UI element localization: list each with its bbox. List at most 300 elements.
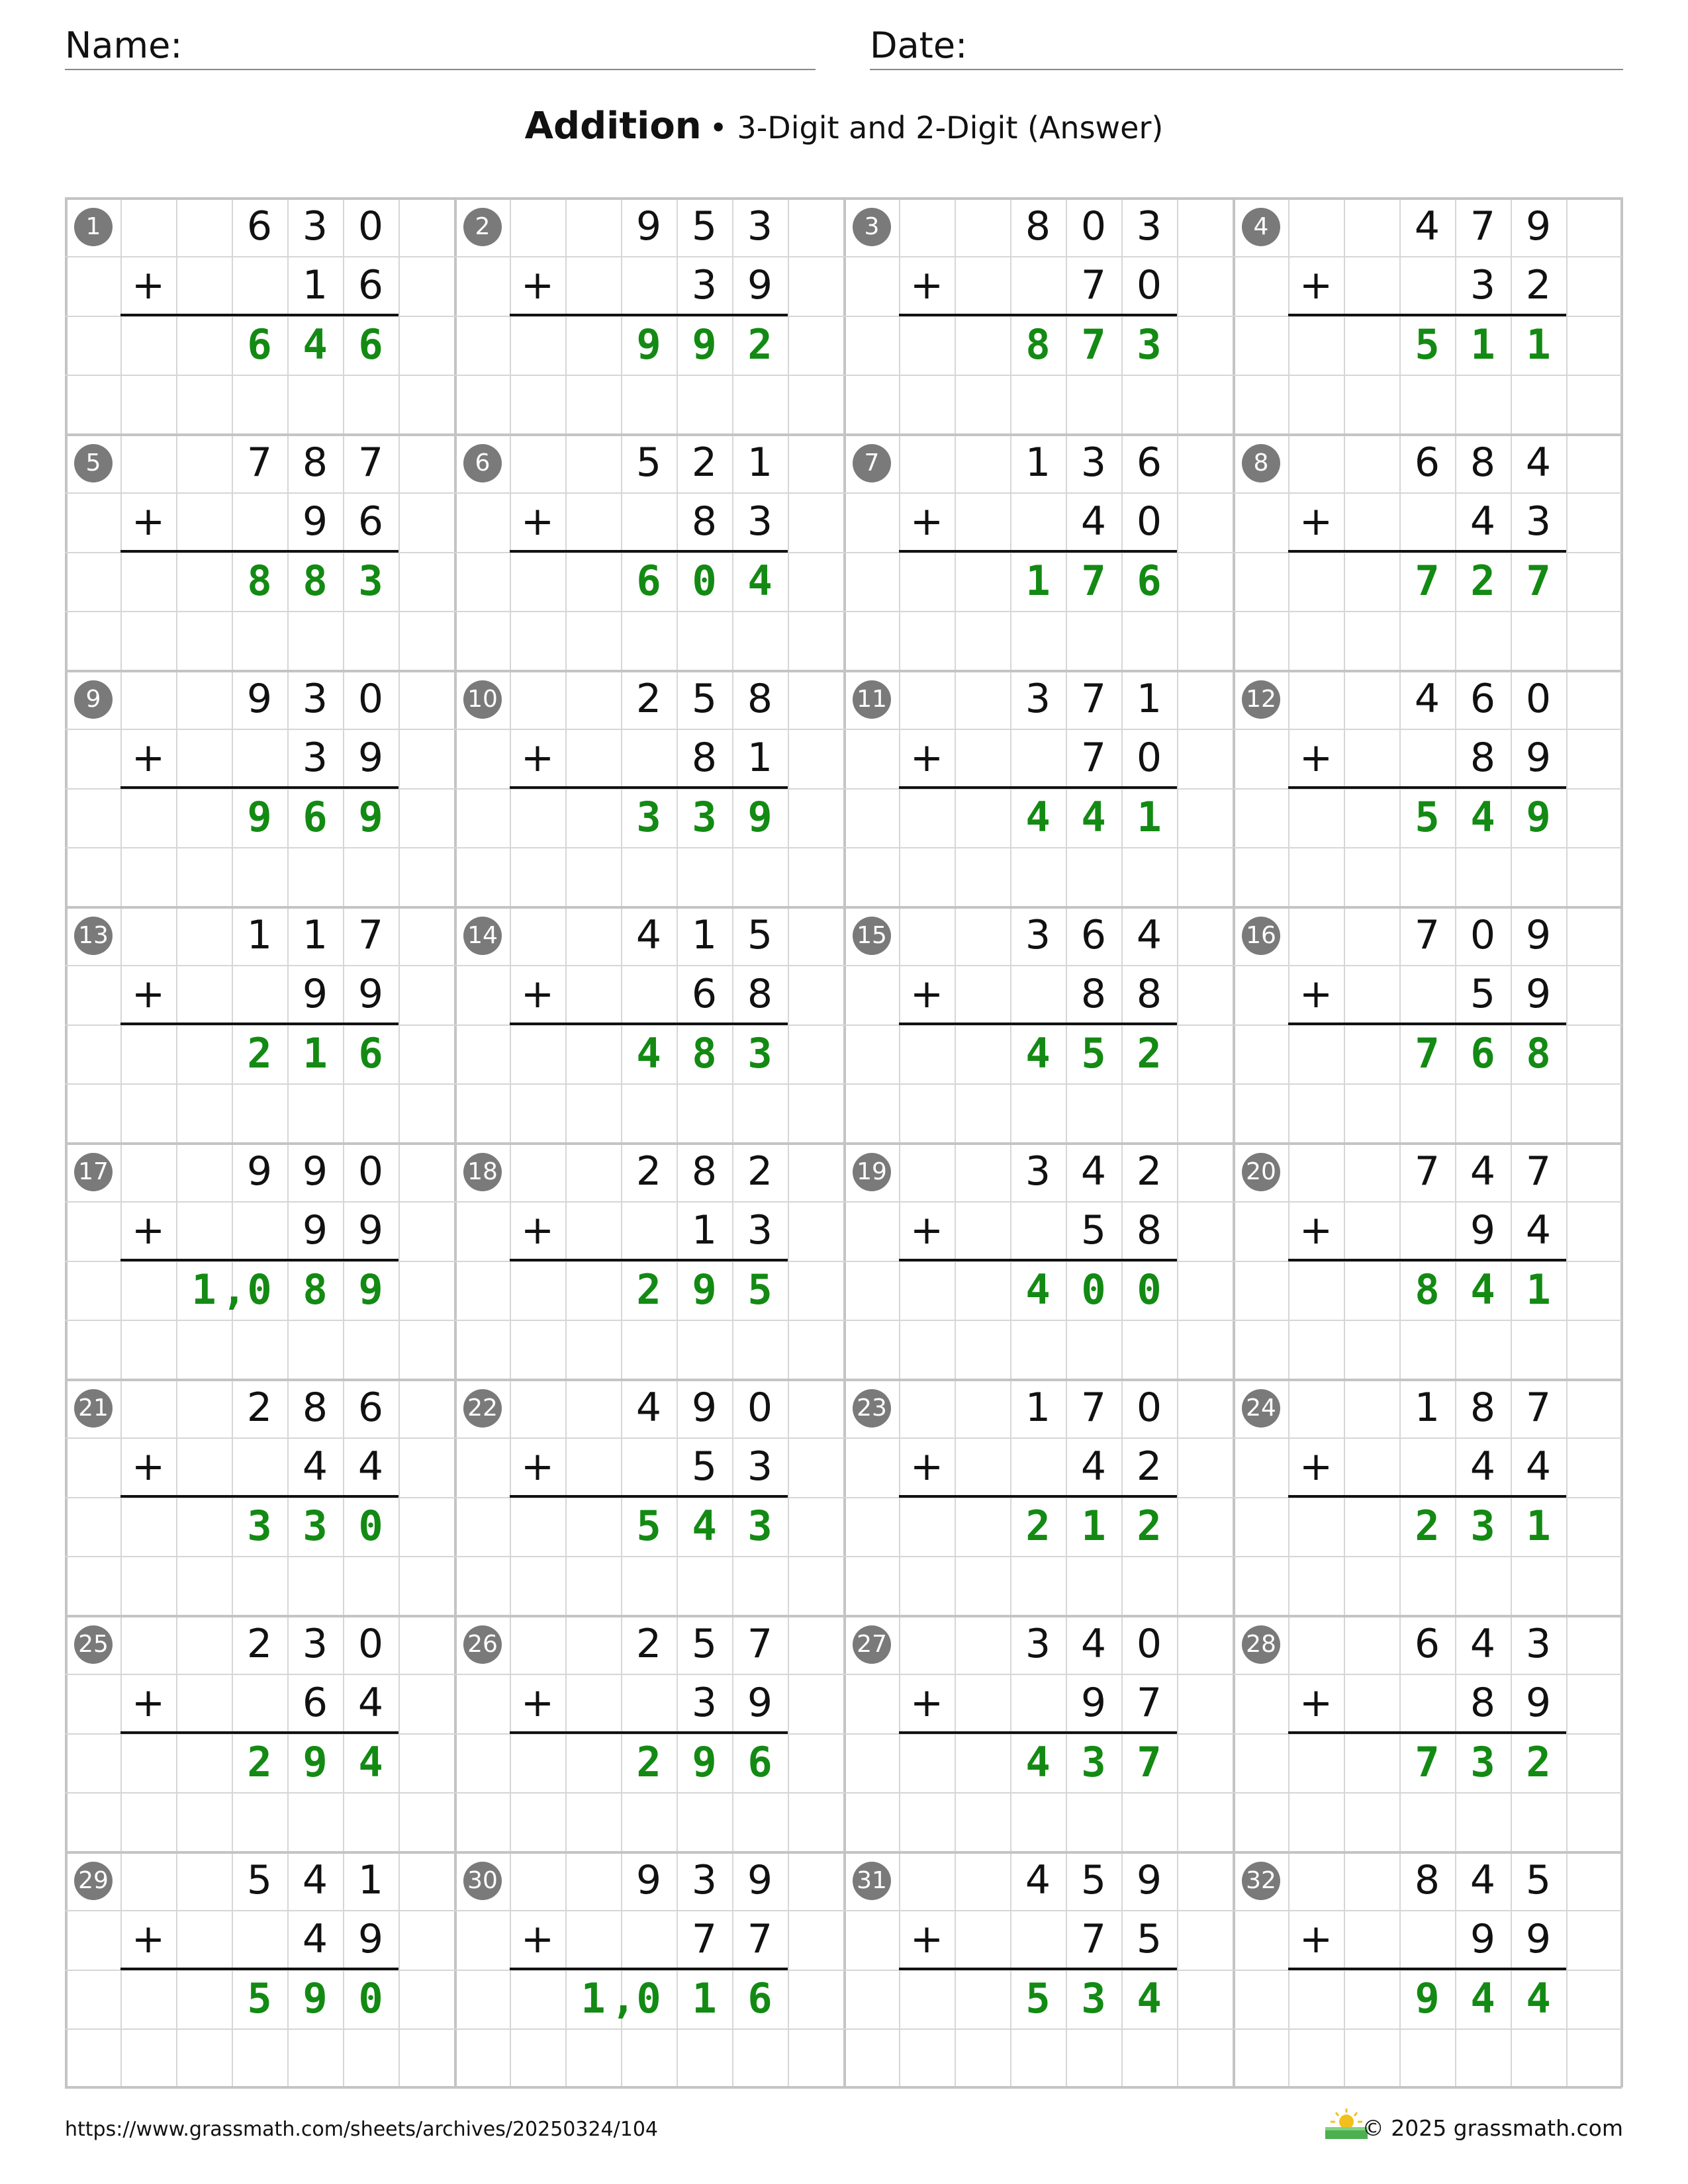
problem-number-badge: 14	[463, 917, 502, 955]
problem-number-badge: 27	[853, 1625, 891, 1664]
answer-digit: 9	[358, 793, 383, 841]
addend-top-digit: 1	[1136, 676, 1162, 722]
addend-top-digit: 0	[357, 203, 384, 250]
problem-17	[65, 1142, 454, 1379]
sum-line	[1288, 786, 1566, 789]
answer-digit: 7	[1415, 1738, 1440, 1786]
addend-bottom-digit: 4	[1525, 1443, 1552, 1490]
addend-top-digit: 8	[302, 439, 328, 486]
answer-digit: ,	[222, 1265, 247, 1314]
addend-top-digit: 3	[691, 1857, 718, 1903]
answer-digit: 3	[1137, 320, 1162, 369]
problem-number-badge: 16	[1242, 917, 1280, 955]
addend-top-digit: 5	[691, 1621, 718, 1667]
addend-top-digit: 6	[1136, 439, 1162, 486]
addend-top-digit: 4	[635, 912, 662, 958]
sum-line	[120, 1968, 399, 1970]
problem-number-badge: 3	[853, 208, 891, 246]
addend-top-digit: 7	[1080, 676, 1107, 722]
answer-digit: 1	[1526, 1502, 1551, 1550]
addend-top-digit: 0	[1525, 676, 1552, 722]
addend-bottom-digit: 4	[1470, 1443, 1496, 1490]
problem-number-badge: 19	[853, 1153, 891, 1191]
problem-number-badge: 32	[1242, 1862, 1280, 1900]
addend-bottom-digit: 0	[1136, 498, 1162, 545]
plus-sign: +	[131, 971, 165, 1017]
date-field[interactable]	[870, 23, 1623, 70]
plus-sign: +	[1299, 1207, 1333, 1253]
addend-top-digit: 9	[1525, 203, 1552, 250]
addend-top-digit: 5	[691, 203, 718, 250]
answer-digit: 6	[747, 1974, 773, 2023]
problem-13	[65, 906, 454, 1142]
addend-top-digit: 3	[1080, 439, 1107, 486]
problem-30	[454, 1851, 843, 2087]
problem-number-badge: 26	[463, 1625, 502, 1664]
plus-sign: +	[1299, 1916, 1333, 1962]
answer-digit: 4	[303, 320, 328, 369]
plus-sign: +	[910, 1680, 944, 1726]
answer-digit: 5	[747, 1265, 773, 1314]
answer-digit: 5	[1415, 320, 1440, 369]
problem-2	[454, 197, 843, 433]
plus-sign: +	[910, 971, 944, 1017]
addend-top-digit: 1	[302, 912, 328, 958]
sum-line	[899, 1968, 1177, 1970]
sum-line	[510, 786, 788, 789]
answer-digit: 0	[247, 1265, 272, 1314]
sum-line	[120, 1731, 399, 1734]
problem-number-badge: 28	[1242, 1625, 1280, 1664]
problem-26	[454, 1615, 843, 1851]
sum-line	[510, 1259, 788, 1261]
addend-top-digit: 4	[1470, 1857, 1496, 1903]
answer-digit: 3	[747, 1029, 773, 1077]
addend-bottom-digit: 7	[1080, 1916, 1107, 1962]
answer-digit: 3	[1470, 1738, 1495, 1786]
answer-digit: 4	[1025, 1265, 1051, 1314]
answer-digit: 9	[692, 320, 717, 369]
plus-sign: +	[520, 735, 555, 781]
addend-bottom-digit: 9	[1080, 1680, 1107, 1726]
addend-top-digit: 5	[1525, 1857, 1552, 1903]
addend-top-digit: 8	[302, 1385, 328, 1431]
answer-digit: 1	[581, 1974, 606, 2023]
sum-line	[510, 314, 788, 316]
sum-line	[1288, 1968, 1566, 1970]
problem-number-badge: 22	[463, 1389, 502, 1428]
answer-digit: 9	[358, 1265, 383, 1314]
addend-top-digit: 9	[246, 676, 273, 722]
answer-digit: 9	[747, 793, 773, 841]
addend-bottom-digit: 9	[357, 1916, 384, 1962]
plus-sign: +	[1299, 1680, 1333, 1726]
addend-top-digit: 7	[1525, 1148, 1552, 1195]
answer-digit: 6	[303, 793, 328, 841]
answer-digit: 3	[1081, 1738, 1106, 1786]
answer-digit: 9	[1526, 793, 1551, 841]
addend-bottom-digit: 4	[1080, 498, 1107, 545]
addend-top-digit: 0	[1470, 912, 1496, 958]
addend-bottom-digit: 3	[302, 735, 328, 781]
answer-digit: 7	[1137, 1738, 1162, 1786]
answer-digit: 6	[636, 557, 661, 605]
answer-digit: 4	[1025, 1029, 1051, 1077]
problem-number-badge: 4	[1242, 208, 1280, 246]
addend-top-digit: 4	[1470, 1148, 1496, 1195]
addend-top-digit: 3	[1136, 203, 1162, 250]
answer-digit: 7	[1081, 557, 1106, 605]
addend-top-digit: 0	[1136, 1385, 1162, 1431]
problem-number-badge: 30	[463, 1862, 502, 1900]
answer-digit: 6	[747, 1738, 773, 1786]
sum-line	[120, 550, 399, 553]
answer-digit: 6	[358, 1029, 383, 1077]
addend-top-digit: 8	[1470, 1385, 1496, 1431]
addend-bottom-digit: 4	[1470, 498, 1496, 545]
addend-bottom-digit: 9	[357, 735, 384, 781]
sum-line	[1288, 1495, 1566, 1498]
answer-digit: 5	[1025, 1974, 1051, 2023]
plus-sign: +	[520, 971, 555, 1017]
problem-number-badge: 1	[74, 208, 113, 246]
answer-digit: 4	[1137, 1974, 1162, 2023]
addend-top-digit: 3	[1025, 1621, 1051, 1667]
addend-top-digit: 3	[1025, 912, 1051, 958]
answer-digit: 0	[1081, 1265, 1106, 1314]
sum-line	[120, 314, 399, 316]
problem-25	[65, 1615, 454, 1851]
answer-digit: 4	[747, 557, 773, 605]
addend-bottom-digit: 9	[747, 1680, 773, 1726]
answer-digit: 4	[1470, 1265, 1495, 1314]
problem-15	[843, 906, 1233, 1142]
addend-bottom-digit: 7	[1136, 1680, 1162, 1726]
answer-digit: 8	[1526, 1029, 1551, 1077]
addend-bottom-digit: 9	[1525, 1916, 1552, 1962]
answer-digit: 7	[1526, 557, 1551, 605]
addend-top-digit: 2	[747, 1148, 773, 1195]
addend-bottom-digit: 6	[691, 971, 718, 1017]
answer-digit: 1	[191, 1265, 216, 1314]
addend-bottom-digit: 8	[1136, 1207, 1162, 1253]
problem-29	[65, 1851, 454, 2087]
answer-digit: 1	[1137, 793, 1162, 841]
answer-digit: 2	[1470, 557, 1495, 605]
addend-bottom-digit: 9	[1525, 735, 1552, 781]
addend-top-digit: 7	[357, 439, 384, 486]
addend-bottom-digit: 7	[747, 1916, 773, 1962]
problem-24	[1233, 1379, 1622, 1615]
addend-top-digit: 2	[691, 439, 718, 486]
problem-18	[454, 1142, 843, 1379]
problem-number-badge: 20	[1242, 1153, 1280, 1191]
plus-sign: +	[910, 735, 944, 781]
addend-bottom-digit: 8	[1136, 971, 1162, 1017]
addend-bottom-digit: 3	[1525, 498, 1552, 545]
problem-22	[454, 1379, 843, 1615]
addend-bottom-digit: 2	[1525, 262, 1552, 308]
sum-line	[899, 1023, 1177, 1025]
problem-12	[1233, 670, 1622, 906]
answer-digit: 1	[1470, 320, 1495, 369]
sum-line	[510, 1731, 788, 1734]
addend-bottom-digit: 8	[1470, 1680, 1496, 1726]
sum-line	[120, 1259, 399, 1261]
sum-line	[1288, 1259, 1566, 1261]
addend-bottom-digit: 2	[1136, 1443, 1162, 1490]
problem-10	[454, 670, 843, 906]
title-sub: • 3-Digit and 2-Digit (Answer)	[709, 110, 1164, 146]
answer-digit: 2	[636, 1738, 661, 1786]
plus-sign: +	[131, 1680, 165, 1726]
problem-6	[454, 433, 843, 670]
answer-digit: 9	[1415, 1974, 1440, 2023]
addend-top-digit: 6	[1080, 912, 1107, 958]
addend-top-digit: 9	[635, 1857, 662, 1903]
problem-number-badge: 29	[74, 1862, 113, 1900]
plus-sign: +	[910, 498, 944, 545]
answer-digit: 4	[636, 1029, 661, 1077]
addend-top-digit: 4	[635, 1385, 662, 1431]
answer-digit: 7	[1081, 320, 1106, 369]
addend-bottom-digit: 9	[302, 971, 328, 1017]
problem-3	[843, 197, 1233, 433]
answer-digit: 4	[1526, 1974, 1551, 2023]
addend-top-digit: 7	[1080, 1385, 1107, 1431]
addend-top-digit: 7	[747, 1621, 773, 1667]
addend-bottom-digit: 7	[1080, 262, 1107, 308]
answer-digit: 5	[636, 1502, 661, 1550]
addend-top-digit: 4	[302, 1857, 328, 1903]
sum-line	[510, 1968, 788, 1970]
addend-top-digit: 8	[1025, 203, 1051, 250]
addend-top-digit: 7	[1470, 203, 1496, 250]
answer-digit: 4	[1470, 1974, 1495, 2023]
sum-line	[1288, 550, 1566, 553]
addend-top-digit: 4	[1080, 1621, 1107, 1667]
addend-bottom-digit: 6	[357, 498, 384, 545]
answer-digit: 3	[747, 1502, 773, 1550]
addend-bottom-digit: 4	[1525, 1207, 1552, 1253]
addend-top-digit: 1	[691, 912, 718, 958]
date-label: Date:	[870, 24, 968, 66]
addend-bottom-digit: 1	[691, 1207, 718, 1253]
addend-top-digit: 2	[246, 1621, 273, 1667]
answer-digit: 3	[636, 793, 661, 841]
answer-digit: 3	[247, 1502, 272, 1550]
problem-number-badge: 21	[74, 1389, 113, 1428]
addend-bottom-digit: 3	[747, 498, 773, 545]
addend-bottom-digit: 3	[691, 262, 718, 308]
plus-sign: +	[910, 262, 944, 308]
problem-20	[1233, 1142, 1622, 1379]
problem-number-badge: 7	[853, 444, 891, 482]
plus-sign: +	[131, 1916, 165, 1962]
plus-sign: +	[1299, 262, 1333, 308]
answer-digit: 2	[1526, 1738, 1551, 1786]
plus-sign: +	[131, 1443, 165, 1490]
answer-digit: 0	[358, 1974, 383, 2023]
sum-line	[1288, 1023, 1566, 1025]
worksheet-grid	[65, 197, 1622, 2087]
sum-line	[510, 550, 788, 553]
addend-top-digit: 0	[1080, 203, 1107, 250]
addend-top-digit: 0	[357, 1148, 384, 1195]
addend-bottom-digit: 5	[1080, 1207, 1107, 1253]
problem-number-badge: 23	[853, 1389, 891, 1428]
addend-bottom-digit: 4	[1080, 1443, 1107, 1490]
addend-top-digit: 2	[246, 1385, 273, 1431]
sum-line	[899, 1259, 1177, 1261]
addend-top-digit: 3	[1025, 1148, 1051, 1195]
answer-digit: 9	[636, 320, 661, 369]
plus-sign: +	[131, 735, 165, 781]
addend-bottom-digit: 9	[1525, 1680, 1552, 1726]
plus-sign: +	[131, 498, 165, 545]
addend-top-digit: 1	[246, 912, 273, 958]
problem-number-badge: 18	[463, 1153, 502, 1191]
addend-top-digit: 5	[691, 676, 718, 722]
addend-bottom-digit: 8	[1470, 735, 1496, 781]
addend-bottom-digit: 1	[302, 262, 328, 308]
addend-bottom-digit: 7	[1080, 735, 1107, 781]
answer-digit: 8	[1025, 320, 1051, 369]
addend-top-digit: 9	[747, 1857, 773, 1903]
problem-4	[1233, 197, 1622, 433]
answer-digit: 2	[636, 1265, 661, 1314]
addend-top-digit: 0	[747, 1385, 773, 1431]
addend-bottom-digit: 7	[691, 1916, 718, 1962]
problem-23	[843, 1379, 1233, 1615]
plus-sign: +	[520, 1680, 555, 1726]
answer-digit: 8	[1415, 1265, 1440, 1314]
problem-number-badge: 31	[853, 1862, 891, 1900]
addend-top-digit: 5	[635, 439, 662, 486]
addend-bottom-digit: 3	[747, 1443, 773, 1490]
addend-top-digit: 0	[357, 1621, 384, 1667]
answer-digit: 4	[1081, 793, 1106, 841]
addend-bottom-digit: 4	[357, 1443, 384, 1490]
plus-sign: +	[1299, 498, 1333, 545]
plus-sign: +	[131, 1207, 165, 1253]
plus-sign: +	[520, 1207, 555, 1253]
addend-top-digit: 0	[1136, 1621, 1162, 1667]
addend-bottom-digit: 9	[302, 1207, 328, 1253]
plus-sign: +	[520, 1916, 555, 1962]
addend-bottom-digit: 8	[691, 498, 718, 545]
answer-digit: 0	[358, 1502, 383, 1550]
sum-line	[120, 786, 399, 789]
addend-bottom-digit: 0	[1136, 262, 1162, 308]
sum-line	[899, 1495, 1177, 1498]
answer-digit: 3	[303, 1502, 328, 1550]
addend-top-digit: 8	[1414, 1857, 1440, 1903]
addend-bottom-digit: 6	[357, 262, 384, 308]
problem-14	[454, 906, 843, 1142]
problem-21	[65, 1379, 454, 1615]
addend-top-digit: 6	[1414, 439, 1440, 486]
answer-digit: 4	[1025, 1738, 1051, 1786]
plus-sign: +	[910, 1916, 944, 1962]
addend-top-digit: 7	[1525, 1385, 1552, 1431]
problem-number-badge: 15	[853, 917, 891, 955]
sum-line	[899, 314, 1177, 316]
answer-digit: 6	[1470, 1029, 1495, 1077]
addend-top-digit: 2	[635, 676, 662, 722]
problem-number-badge: 12	[1242, 680, 1280, 719]
addend-top-digit: 8	[747, 676, 773, 722]
name-field[interactable]	[65, 23, 816, 70]
answer-digit: 3	[1081, 1974, 1106, 2023]
addend-top-digit: 3	[302, 203, 328, 250]
problem-number-badge: 11	[853, 680, 891, 719]
addend-top-digit: 4	[1080, 1148, 1107, 1195]
addend-bottom-digit: 3	[1470, 262, 1496, 308]
addend-bottom-digit: 3	[691, 1680, 718, 1726]
sum-line	[510, 1023, 788, 1025]
addend-top-digit: 2	[635, 1621, 662, 1667]
answer-digit: 2	[1025, 1502, 1051, 1550]
answer-digit: 1	[1025, 557, 1051, 605]
name-label: Name:	[65, 24, 183, 66]
addend-top-digit: 1	[357, 1857, 384, 1903]
addend-top-digit: 5	[246, 1857, 273, 1903]
addend-top-digit: 4	[1414, 203, 1440, 250]
answer-digit: 8	[692, 1029, 717, 1077]
answer-digit: 1	[1081, 1502, 1106, 1550]
addend-top-digit: 1	[1025, 1385, 1051, 1431]
problem-number-badge: 6	[463, 444, 502, 482]
addend-top-digit: 6	[246, 203, 273, 250]
addend-bottom-digit: 9	[1470, 1916, 1496, 1962]
answer-digit: 6	[358, 320, 383, 369]
addend-top-digit: 7	[1414, 1148, 1440, 1195]
answer-digit: 3	[358, 557, 383, 605]
problem-7	[843, 433, 1233, 670]
plus-sign: +	[1299, 971, 1333, 1017]
problem-number-badge: 8	[1242, 444, 1280, 482]
sum-line	[1288, 314, 1566, 316]
addend-bottom-digit: 8	[1080, 971, 1107, 1017]
addend-top-digit: 3	[747, 203, 773, 250]
addend-top-digit: 9	[1525, 912, 1552, 958]
sum-line	[899, 1731, 1177, 1734]
problem-9	[65, 670, 454, 906]
answer-digit: 7	[1415, 557, 1440, 605]
plus-sign: +	[1299, 735, 1333, 781]
addend-top-digit: 5	[747, 912, 773, 958]
plus-sign: +	[520, 498, 555, 545]
answer-digit: 5	[1081, 1029, 1106, 1077]
answer-digit: 5	[247, 1974, 272, 2023]
answer-digit: ,	[611, 1974, 636, 2023]
answer-digit: 4	[1470, 793, 1495, 841]
problem-number-badge: 24	[1242, 1389, 1280, 1428]
addend-top-digit: 6	[1414, 1621, 1440, 1667]
answer-digit: 9	[692, 1265, 717, 1314]
problem-number-badge: 5	[74, 444, 113, 482]
addend-top-digit: 5	[1080, 1857, 1107, 1903]
addend-bottom-digit: 8	[747, 971, 773, 1017]
plus-sign: +	[1299, 1443, 1333, 1490]
sum-line	[510, 1495, 788, 1498]
addend-bottom-digit: 8	[691, 735, 718, 781]
sum-line	[120, 1023, 399, 1025]
addend-top-digit: 3	[1525, 1621, 1552, 1667]
problem-5	[65, 433, 454, 670]
addend-bottom-digit: 4	[357, 1680, 384, 1726]
